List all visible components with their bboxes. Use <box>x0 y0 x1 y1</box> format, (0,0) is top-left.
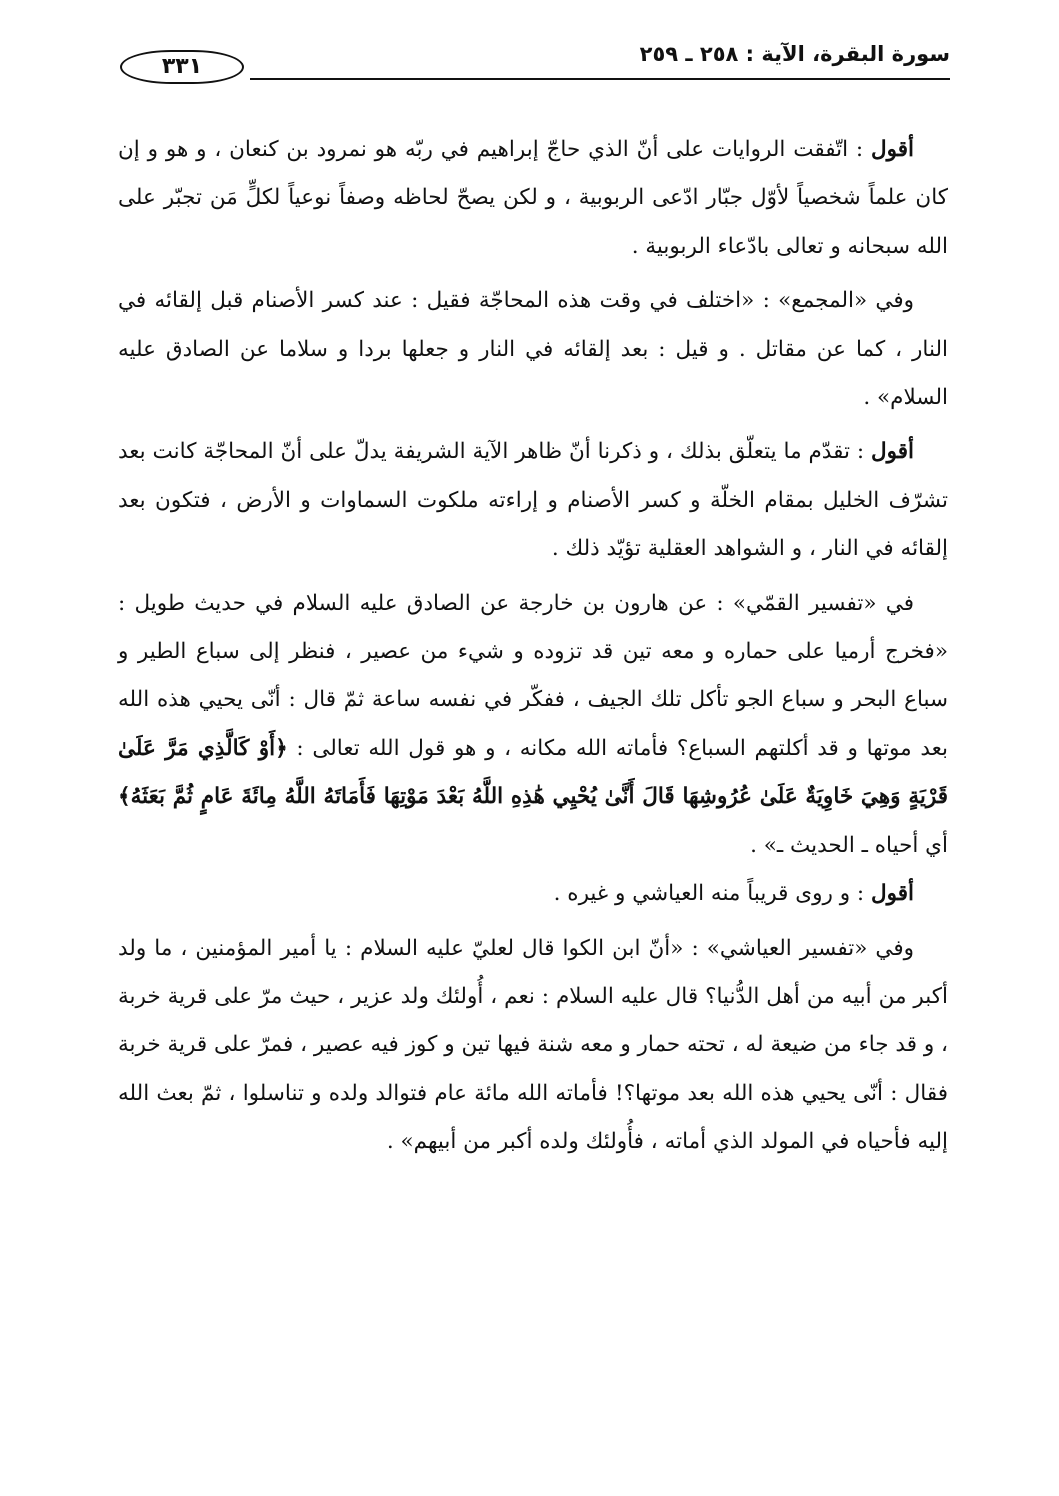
paragraph-5-lead: أقول <box>871 881 914 907</box>
paragraph-5-text: : و روى قريباً منه العياشي و غيره . <box>553 881 872 907</box>
running-title: سورة البقرة، الآية : ٢٥٨ ـ ٢٥٩ <box>639 42 950 66</box>
paragraph-6-text: وفي «تفسير العياشي» : «أنّ ابن الكوا قال لعليّ عليه السلام : يا أمير المؤمنين ، ما ولد أكبر من أبيه من أهل الدُّنيا؟ قال عليه السلام : نعم ، أُولئك ولد عزير ، حيث مرّ على قرية خربة ، و قد جاء من ضيعة له ، تحته حمار و معه شنة فيها تين و كوز فيه عصير ، فمرّ على قرية خربة فقال : أنّى يحيي هذه الله بعد موتها؟! فأماته الله مائة عام فتوالد ولده و تناسلوا ، ثمّ بعث الله إليه فأحياه في المولد الذي أماته ، فأُولئك ولده أكبر من أبيهم» . <box>118 935 948 1155</box>
paragraph-5 <box>118 870 948 918</box>
paragraph-3-lead: أقول <box>871 439 914 465</box>
paragraph-4-after: أي أحياه ـ الحديث ـ» . <box>750 832 948 858</box>
body-text <box>118 126 948 1173</box>
header-rule <box>250 78 950 80</box>
paragraph-4-text: في «تفسير القمّي» : عن هارون بن خارجة عن الصادق عليه السلام في حديث طويل : «فخرج أرميا على حماره و معه تين قد تزوده و شيء من عصير ، فنظر إلى سباع الطير و سباع البحر و سباع الجو تأكل تلك الجيف ، ففكّر في نفسه ساعة ثمّ قال : أنّى يحيي هذه الله بعد موتها و قد أكلتهم السباع؟ فأماته الله مكانه ، و هو قول الله تعالى : <box>118 590 949 761</box>
paragraph-1 <box>118 126 948 271</box>
paragraph-3 <box>118 428 948 573</box>
page-header <box>120 40 950 82</box>
paragraph-2 <box>118 277 948 422</box>
quran-verse: ﴿أَوْ كَالَّذِي مَرَّ عَلَىٰ قَرْيَةٍ وَهِيَ خَاوِيَةٌ عَلَىٰ عُرُوشِهَا قَالَ أَنَّىٰ يُحْيِي هَٰذِهِ اللَّهُ بَعْدَ مَوْتِهَا فَأَمَاتَهُ اللَّهُ مِائَةَ عَامٍ ثُمَّ بَعَثَهُ﴾ <box>118 735 948 810</box>
paragraph-6 <box>118 925 948 1167</box>
paragraph-1-text: : اتّفقت الروايات على أنّ الذي حاجّ إبراهيم في ربّه هو نمرود بن كنعان ، و هو و إن كان علماً شخصياً لأوّل جبّار ادّعى الربوبية ، و لكن يصحّ لحاظه وصفاً نوعياً لكلٍّ مَن تجبّر على الله سبحانه و تعالى بادّعاء الربوبية . <box>118 137 948 259</box>
paragraph-4 <box>118 580 948 870</box>
paragraph-2-text: وفي «المجمع» : «اختلف في وقت هذه المحاجّة فقيل : عند كسر الأصنام قبل إلقائه في النار ، كما عن مقاتل . و قيل : بعد إلقائه في النار و جعلها بردا و سلاما عن الصادق عليه السلام» . <box>118 288 948 411</box>
paragraph-1-lead: أقول <box>871 137 914 162</box>
paragraph-3-text: : تقدّم ما يتعلّق بذلك ، و ذكرنا أنّ ظاهر الآية الشريفة يدلّ على أنّ المحاجّة كانت بعد تشرّف الخليل بمقام الخلّة و كسر الأصنام و إراءته ملكوت السماوات و الأرض ، فتكون بعد إلقائه في النار ، و الشواهد العقلية تؤيّد ذلك . <box>118 439 948 562</box>
page-number: ٣٣١ <box>120 50 244 84</box>
